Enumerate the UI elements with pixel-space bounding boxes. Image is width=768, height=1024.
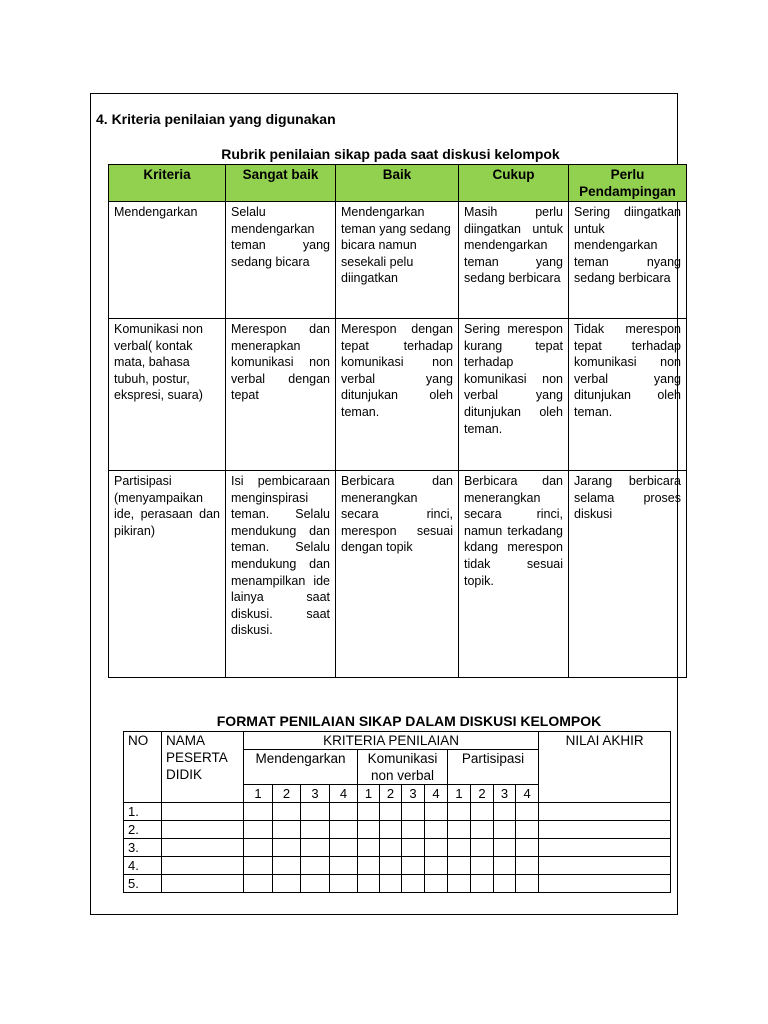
rubric-header-cukup: Cukup <box>459 165 569 202</box>
section-title: 4. Kriteria penilaian yang digunakan <box>96 111 336 127</box>
format-data-row <box>124 803 671 821</box>
format-title: FORMAT PENILAIAN SIKAP DALAM DISKUSI KELOMPOK <box>216 713 602 729</box>
row-number: 5. <box>124 875 162 893</box>
rubric-cell: Tidak merespon tepat terhadap komunikasi non verbal yang ditunjukan oleh teman. <box>569 319 687 471</box>
rubric-row-partisipasi <box>109 471 687 678</box>
rubric-cell: Sering diingatkan untuk mendengarkan teman nyang sedang berbicara <box>569 202 687 319</box>
score-label: 1 <box>244 785 273 803</box>
score-label: 1 <box>448 785 471 803</box>
rubric-cell: Masih perlu diingatkan untuk mendengarkan teman yang sedang berbicara <box>459 202 569 319</box>
format-data-row <box>124 839 671 857</box>
rubric-cell: Partisipasi (menyampaikan ide, perasaan dan pikiran) <box>109 471 226 678</box>
rubric-cell: Sering merespon kurang tepat terhadap komunikasi non verbal yang ditunjukan oleh teman. <box>459 319 569 471</box>
rubric-title: Rubrik penilaian sikap pada saat diskusi kelompok <box>221 146 560 162</box>
score-label: 4 <box>330 785 358 803</box>
rubric-header-perlu-pendampingan: Perlu Pendampingan <box>569 165 687 202</box>
format-header-kriteria: KRITERIA PENILAIAN <box>244 732 539 750</box>
score-label: 2 <box>380 785 402 803</box>
rubric-cell: Komunikasi non verbal( kontak mata, bahasa tubuh, postur, ekspresi, suara) <box>109 319 226 471</box>
score-label: 3 <box>301 785 330 803</box>
row-number: 3. <box>124 839 162 857</box>
score-label: 2 <box>471 785 494 803</box>
rubric-header-baik: Baik <box>336 165 459 202</box>
rubric-header-row <box>109 165 687 202</box>
row-number: 2. <box>124 821 162 839</box>
rubric-cell: Mendengarkan teman yang sedang bicara namun sesekali pelu diingatkan <box>336 202 459 319</box>
rubric-row-komunikasi <box>109 319 687 471</box>
format-header-nama: NAMA PESERTA DIDIK <box>162 732 244 803</box>
score-label: 2 <box>273 785 301 803</box>
score-label: 1 <box>358 785 380 803</box>
format-criteria-komunikasi: Komunikasi non verbal <box>358 750 448 785</box>
score-label: 3 <box>494 785 516 803</box>
format-criteria-partisipasi: Partisipasi <box>448 750 539 785</box>
format-header-row-1 <box>124 732 671 750</box>
format-data-row <box>124 857 671 875</box>
rubric-cell: Merespon dengan tepat terhadap komunikasi non verbal yang ditunjukan oleh teman. <box>336 319 459 471</box>
format-table <box>123 731 671 893</box>
rubric-row-mendengarkan <box>109 202 687 319</box>
row-number: 1. <box>124 803 162 821</box>
rubric-table <box>108 164 687 678</box>
format-header-no: NO <box>124 732 162 803</box>
rubric-cell: Jarang berbicara selama proses diskusi <box>569 471 687 678</box>
score-label: 4 <box>516 785 539 803</box>
score-label: 4 <box>425 785 448 803</box>
score-label: 3 <box>402 785 425 803</box>
rubric-cell: Berbicara dan menerangkan secara rinci, merespon sesuai dengan topik <box>336 471 459 678</box>
rubric-header-sangat-baik: Sangat baik <box>226 165 336 202</box>
format-data-row <box>124 821 671 839</box>
rubric-cell: Isi pembicaraan menginspirasi teman. Selalu mendukung dan teman. Selalu mendukung dan menampilkan ide lainya saat diskusi. saat diskusi. <box>226 471 336 678</box>
rubric-cell: Berbicara dan menerangkan secara rinci, namun terkadang kdang merespon tidak sesuai topik. <box>459 471 569 678</box>
row-number: 4. <box>124 857 162 875</box>
rubric-cell: Merespon dan menerapkan komunikasi non verbal dengan tepat <box>226 319 336 471</box>
format-header-nilai-akhir: NILAI AKHIR <box>539 732 671 803</box>
rubric-cell: Mendengarkan <box>109 202 226 319</box>
format-data-row <box>124 875 671 893</box>
rubric-header-kriteria: Kriteria <box>109 165 226 202</box>
rubric-cell: Selalu mendengarkan teman yang sedang bicara <box>226 202 336 319</box>
format-criteria-mendengarkan: Mendengarkan <box>244 750 358 785</box>
